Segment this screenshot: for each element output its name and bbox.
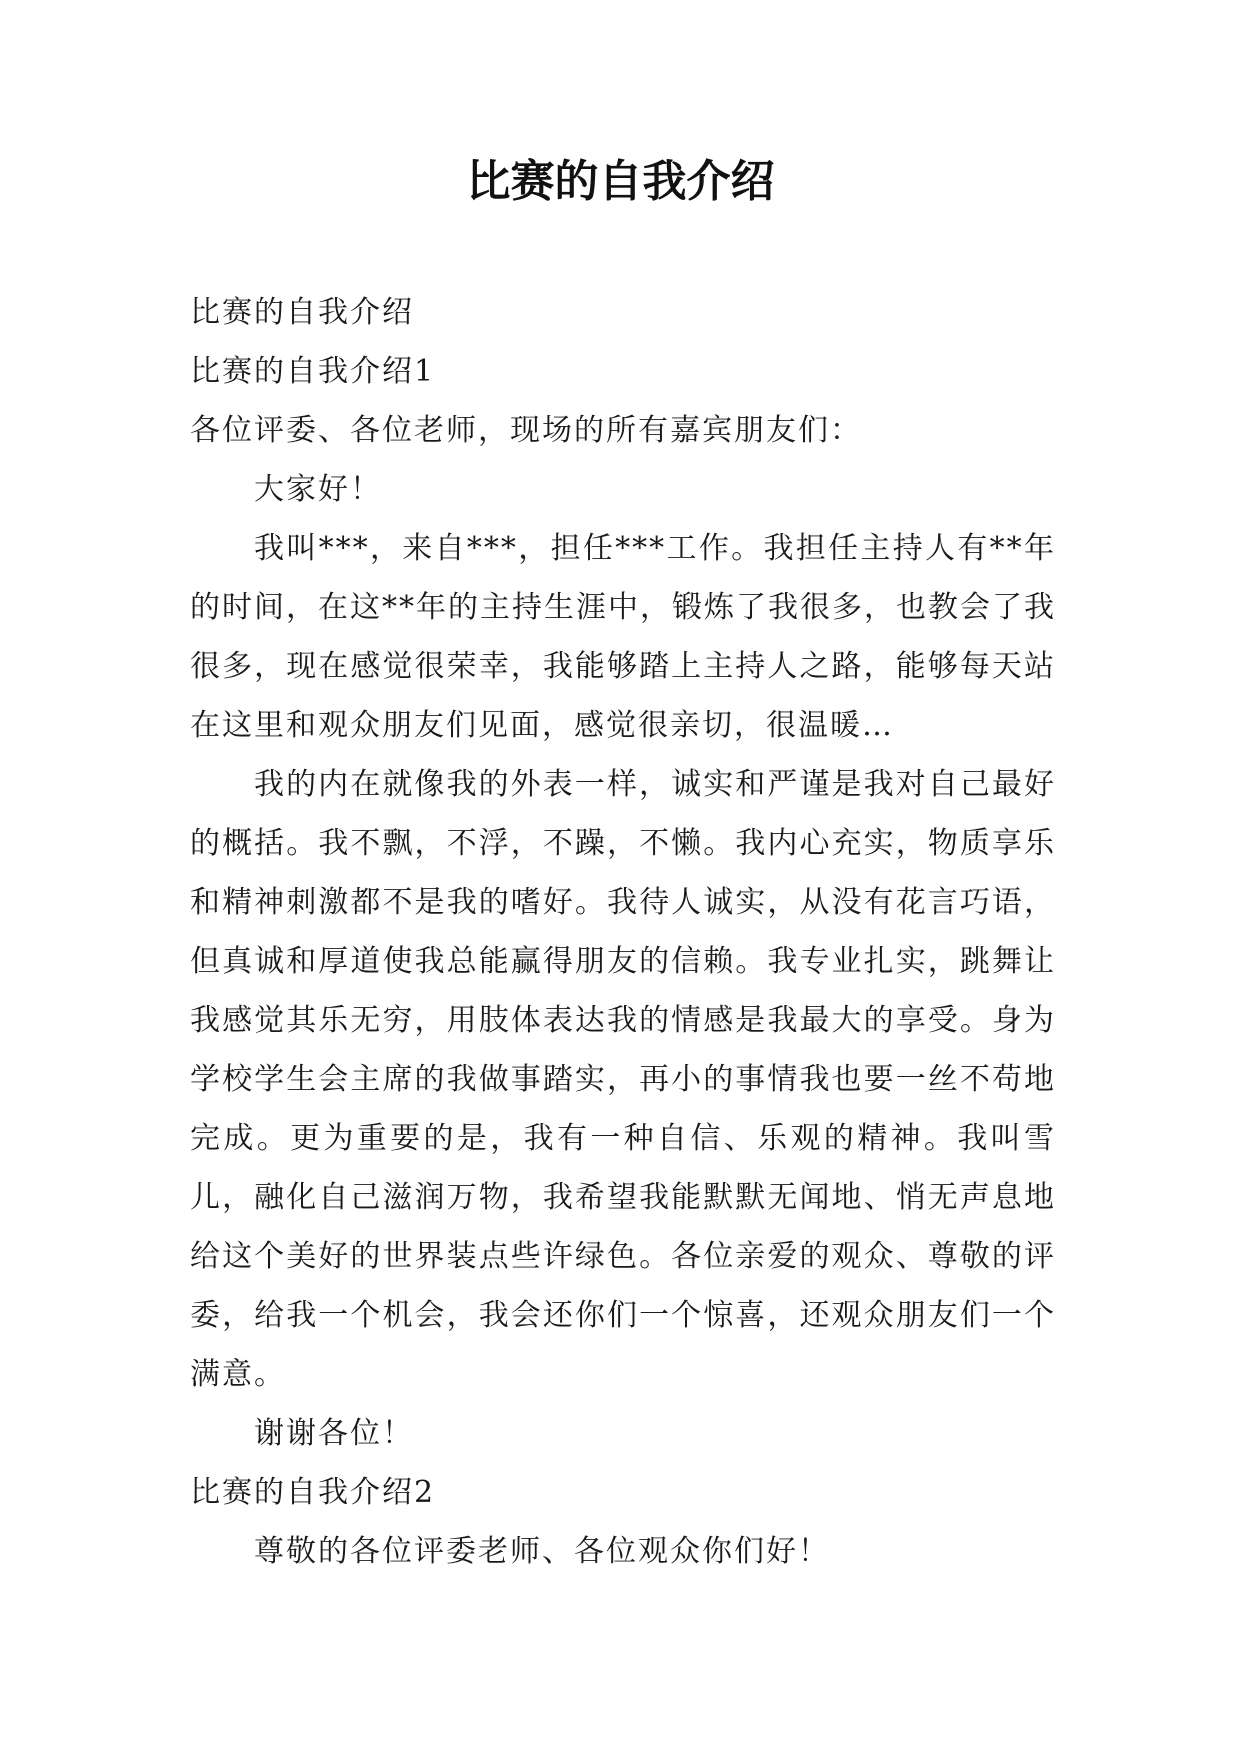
greeting-line: 尊敬的各位评委老师、各位观众你们好！	[254, 1534, 830, 1569]
section-heading-1: 比赛的自我介绍1	[190, 354, 436, 389]
body-paragraph: 我叫***，来自***，担任***工作。我担任主持人有**年的时间，在这**年的主持生涯中，锻炼了我很多，也教会了我很多，现在感觉很荣幸，我能够踏上主持人之路，能够每天站在这里和观众朋友们见面，感觉很亲切，很温暖…	[190, 531, 1056, 743]
greeting-line: 大家好！	[254, 472, 382, 507]
section-heading-2: 比赛的自我介绍2	[190, 1475, 436, 1510]
subtitle-line: 比赛的自我介绍	[190, 295, 414, 330]
document-body	[190, 283, 1056, 1581]
closing-line: 谢谢各位！	[254, 1416, 414, 1451]
page-title: 比赛的自我介绍	[466, 156, 775, 207]
body-paragraph: 我的内在就像我的外表一样，诚实和严谨是我对自己最好的概括。我不飘，不浮，不躁，不懒。我内心充实，物质享乐和精神刺激都不是我的嗜好。我待人诚实，从没有花言巧语，但真诚和厚道使我总能赢得朋友的信赖。我专业扎实，跳舞让我感觉其乐无穷，用肢体表达我的情感是我最大的享受。身为学校学生会主席的我做事踏实，再小的事情我也要一丝不苟地完成。更为重要的是，我有一种自信、乐观的精神。我叫雪儿，融化自己滋润万物，我希望我能默默无闻地、悄无声息地给这个美好的世界装点些许绿色。各位亲爱的观众、尊敬的评委，给我一个机会，我会还你们一个惊喜，还观众朋友们一个满意。	[190, 767, 1056, 1392]
salutation-line: 各位评委、各位老师，现场的所有嘉宾朋友们：	[190, 413, 862, 448]
